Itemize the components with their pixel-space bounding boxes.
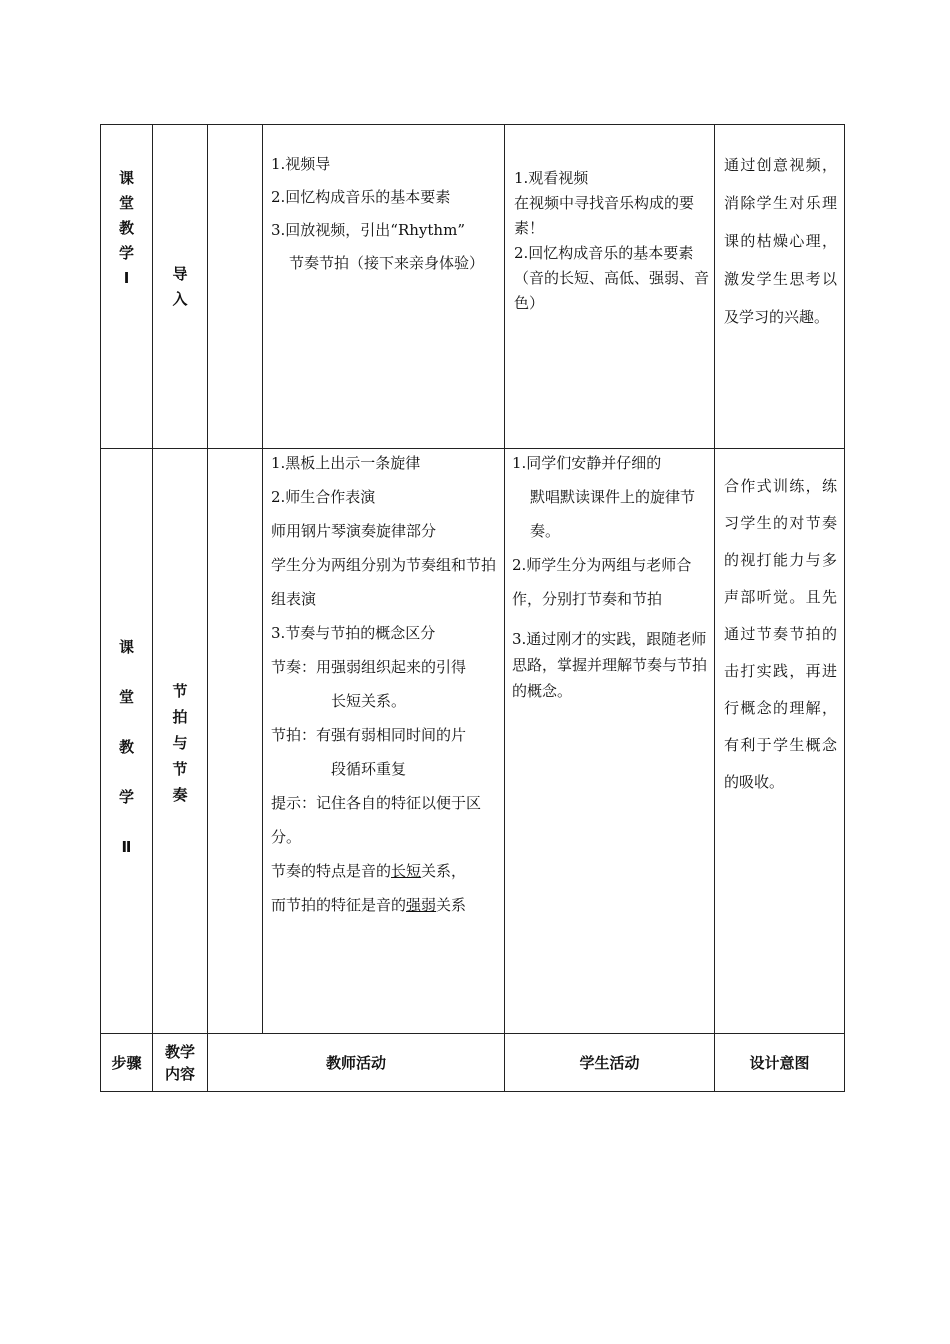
column-divider <box>504 124 505 1092</box>
header-content: 教学内容 <box>164 1042 195 1083</box>
header-teacher: 教师活动 <box>325 1053 386 1072</box>
header-student: 学生活动 <box>579 1053 640 1072</box>
row1-content: 导 入 <box>172 265 188 308</box>
header-step: 步骤 <box>111 1053 142 1072</box>
row2-step: 课 堂 教 学 Ⅱ <box>118 638 134 856</box>
row2-student-activity: 1.同学们安静并仔细的 默唱默读课件上的旋律节奏。 2.师学生分为两组与老师合作，分别打节奏和节拍 3.通过刚才的实践，跟随老师思路，掌握并理解节奏与节拍的概念。 <box>512 454 708 700</box>
row1-step: 课 堂 教 学 Ⅰ <box>118 169 134 287</box>
row2-content: 节 拍 与 节 奏 <box>172 682 188 804</box>
header-design: 设计意图 <box>749 1053 810 1072</box>
row2-design-intent: 合作式训练，练习学生的对节奏的视打能力与多声部听觉。且先通过节奏节拍的击打实践，再进行概念的理解，有利于学生概念的吸收。 <box>724 477 837 791</box>
table-border-bottom <box>100 1091 845 1092</box>
table-border-top <box>100 124 845 125</box>
column-divider <box>714 124 715 1092</box>
row2-teacher-activity: 1.黑板上出示一条旋律 2.师生合作表演 师用钢片琴演奏旋律部分 学生分为两组分别为节奏组和节拍组表演 3.节奏与节拍的概念区分 节奏：用强弱组织起来的引得 长短关系。 节拍：有强有弱相同时间的片 段循环重复 提示：记住各自的特征以便于区分。 节奏的特点是音的长短关系， 而节拍的特征是音的强弱关系 <box>271 454 497 914</box>
column-divider <box>207 124 208 1092</box>
row1-student-activity: 1.观看视频 在视频中寻找音乐构成的要素！ 2.回忆构成音乐的基本要素（音的长短、高低、强弱、音色） <box>514 169 710 312</box>
table-border-right <box>844 124 845 1092</box>
column-divider <box>262 124 263 1034</box>
row1-teacher-activity: 1.视频导 2.回忆构成音乐的基本要素 3.回放视频，引出“Rhythm” 节奏节拍（接下来亲身体验） <box>271 155 485 272</box>
row1-design-intent: 通过创意视频，消除学生对乐理课的枯燥心理，激发学生思考以及学习的兴趣。 <box>724 156 837 326</box>
